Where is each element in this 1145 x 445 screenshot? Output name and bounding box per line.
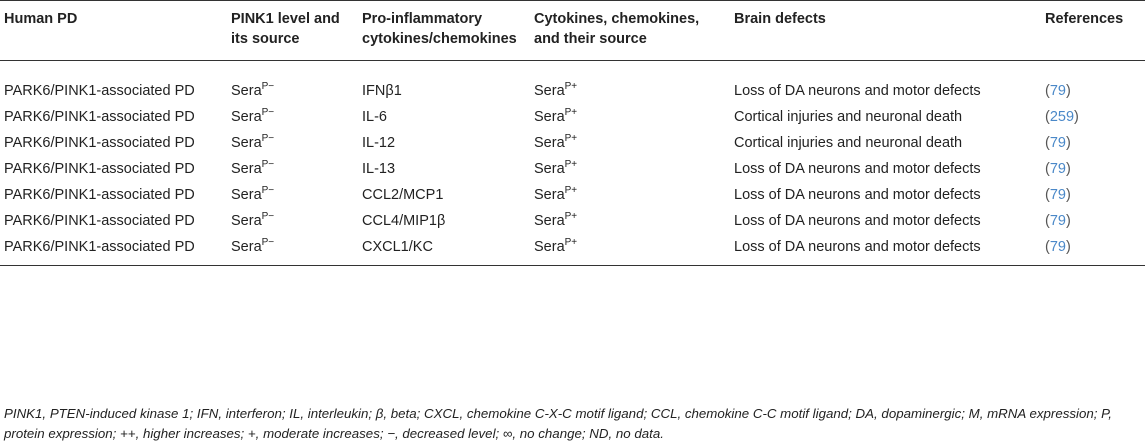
pink1-level-mark: P− <box>261 159 275 171</box>
cytokine-source: Sera <box>534 187 565 203</box>
table-body <box>0 61 1145 266</box>
header-human-pd: Human PD <box>4 11 78 27</box>
table-row <box>0 182 1145 208</box>
cell-disease: PARK6/PINK1-associated PD <box>4 161 195 177</box>
reference-link[interactable]: 79 <box>1049 83 1066 99</box>
cell-reference: (79) <box>1045 187 1071 203</box>
cell-cytokine: CCL2/MCP1 <box>362 187 444 203</box>
cytokine-level-mark: P+ <box>564 237 578 249</box>
cell-disease: PARK6/PINK1-associated PD <box>4 187 195 203</box>
pink1-source: Sera <box>231 83 262 99</box>
table-header-row <box>0 1 1145 61</box>
table-row <box>0 156 1145 182</box>
pink1-level-mark: P− <box>261 133 275 145</box>
header-cytokines: Pro-inflammatory cytokines/chemokines <box>362 11 517 47</box>
cell-pink1-level <box>227 182 358 208</box>
cell-pink1-level <box>227 104 358 130</box>
cell-reference: (79) <box>1045 213 1071 229</box>
cell-cytokine: IL-12 <box>362 135 396 151</box>
cell-cytokine-source <box>530 104 730 130</box>
pink1-level-mark: P− <box>261 81 275 93</box>
reference-link[interactable]: 79 <box>1049 161 1066 177</box>
reference-link[interactable]: 79 <box>1049 239 1066 255</box>
cell-brain-defect: Loss of DA neurons and motor defects <box>734 213 981 229</box>
pink1-level-mark: P− <box>261 185 275 197</box>
cytokine-level-mark: P+ <box>564 159 578 171</box>
cell-brain-defect: Loss of DA neurons and motor defects <box>734 187 981 203</box>
cell-brain-defect: Loss of DA neurons and motor defects <box>734 239 981 255</box>
header-cytokine-source: Cytokines, chemokines, and their source <box>534 11 700 47</box>
cell-cytokine-source <box>530 182 730 208</box>
cell-cytokine: CCL4/MIP1β <box>362 213 446 229</box>
cell-disease: PARK6/PINK1-associated PD <box>4 239 195 255</box>
cell-cytokine-source <box>530 208 730 234</box>
pink1-level-mark: P− <box>261 237 275 249</box>
reference-link[interactable]: 79 <box>1049 213 1066 229</box>
header-pink1-level: PINK1 level and its source <box>231 11 340 47</box>
table-footnote: PINK1, PTEN-induced kinase 1; IFN, interferon; IL, interleukin; β, beta; CXCL, chemokine C-X-C motif ligand; CCL, chemokine C-C motif ligand; DA, dopaminergic; M, mRNA expression; P, protein expression; ++, higher increases; +, moderate increases; −, decreased level; ∞, no change; ND, no data. <box>4 406 1112 441</box>
pink1-source: Sera <box>231 187 262 203</box>
header-brain-defects: Brain defects <box>734 11 826 27</box>
reference-link[interactable]: 259 <box>1049 109 1075 125</box>
cell-pink1-level <box>227 61 358 105</box>
cell-disease: PARK6/PINK1-associated PD <box>4 83 195 99</box>
cytokine-level-mark: P+ <box>564 185 578 197</box>
cell-brain-defect: Loss of DA neurons and motor defects <box>734 161 981 177</box>
cell-pink1-level <box>227 234 358 266</box>
cell-pink1-level <box>227 130 358 156</box>
cell-cytokine: IL-13 <box>362 161 396 177</box>
reference-link[interactable]: 79 <box>1049 135 1066 151</box>
cell-reference: (79) <box>1045 83 1071 99</box>
cell-brain-defect: Cortical injuries and neuronal death <box>734 135 963 151</box>
cell-cytokine: IFNβ1 <box>362 83 402 99</box>
cell-reference: (79) <box>1045 239 1071 255</box>
table-row <box>0 61 1145 105</box>
pink1-level-mark: P− <box>261 211 275 223</box>
cell-brain-defect: Loss of DA neurons and motor defects <box>734 83 981 99</box>
cell-pink1-level <box>227 156 358 182</box>
cell-reference: (79) <box>1045 135 1071 151</box>
cytokine-level-mark: P+ <box>564 133 578 145</box>
pink1-source: Sera <box>231 135 262 151</box>
header-references: References <box>1045 11 1124 27</box>
cytokine-source: Sera <box>534 135 565 151</box>
cytokine-source: Sera <box>534 83 565 99</box>
cytokine-level-mark: P+ <box>564 107 578 119</box>
pink1-source: Sera <box>231 239 262 255</box>
cell-cytokine: CXCL1/KC <box>362 239 433 255</box>
pink1-source: Sera <box>231 161 262 177</box>
pink1-level-mark: P− <box>261 107 275 119</box>
cell-brain-defect: Cortical injuries and neuronal death <box>734 109 963 125</box>
table-row <box>0 104 1145 130</box>
cell-cytokine-source <box>530 234 730 266</box>
cell-disease: PARK6/PINK1-associated PD <box>4 213 195 229</box>
cell-reference: (79) <box>1045 161 1071 177</box>
cell-disease: PARK6/PINK1-associated PD <box>4 109 195 125</box>
cell-cytokine-source <box>530 61 730 105</box>
pink1-source: Sera <box>231 213 262 229</box>
cytokine-level-mark: P+ <box>564 81 578 93</box>
table-row <box>0 234 1145 266</box>
cytokine-source: Sera <box>534 161 565 177</box>
cell-cytokine-source <box>530 156 730 182</box>
cell-pink1-level <box>227 208 358 234</box>
cytokine-level-mark: P+ <box>564 211 578 223</box>
table-row <box>0 130 1145 156</box>
cell-cytokine: IL-6 <box>362 109 387 125</box>
reference-link[interactable]: 79 <box>1049 187 1066 203</box>
cell-disease: PARK6/PINK1-associated PD <box>4 135 195 151</box>
cytokine-source: Sera <box>534 239 565 255</box>
cytokine-source: Sera <box>534 109 565 125</box>
table-row <box>0 208 1145 234</box>
table-header <box>0 1 1145 61</box>
cell-cytokine-source <box>530 130 730 156</box>
cytokine-source: Sera <box>534 213 565 229</box>
cell-reference: (259) <box>1045 109 1079 125</box>
pink1-source: Sera <box>231 109 262 125</box>
